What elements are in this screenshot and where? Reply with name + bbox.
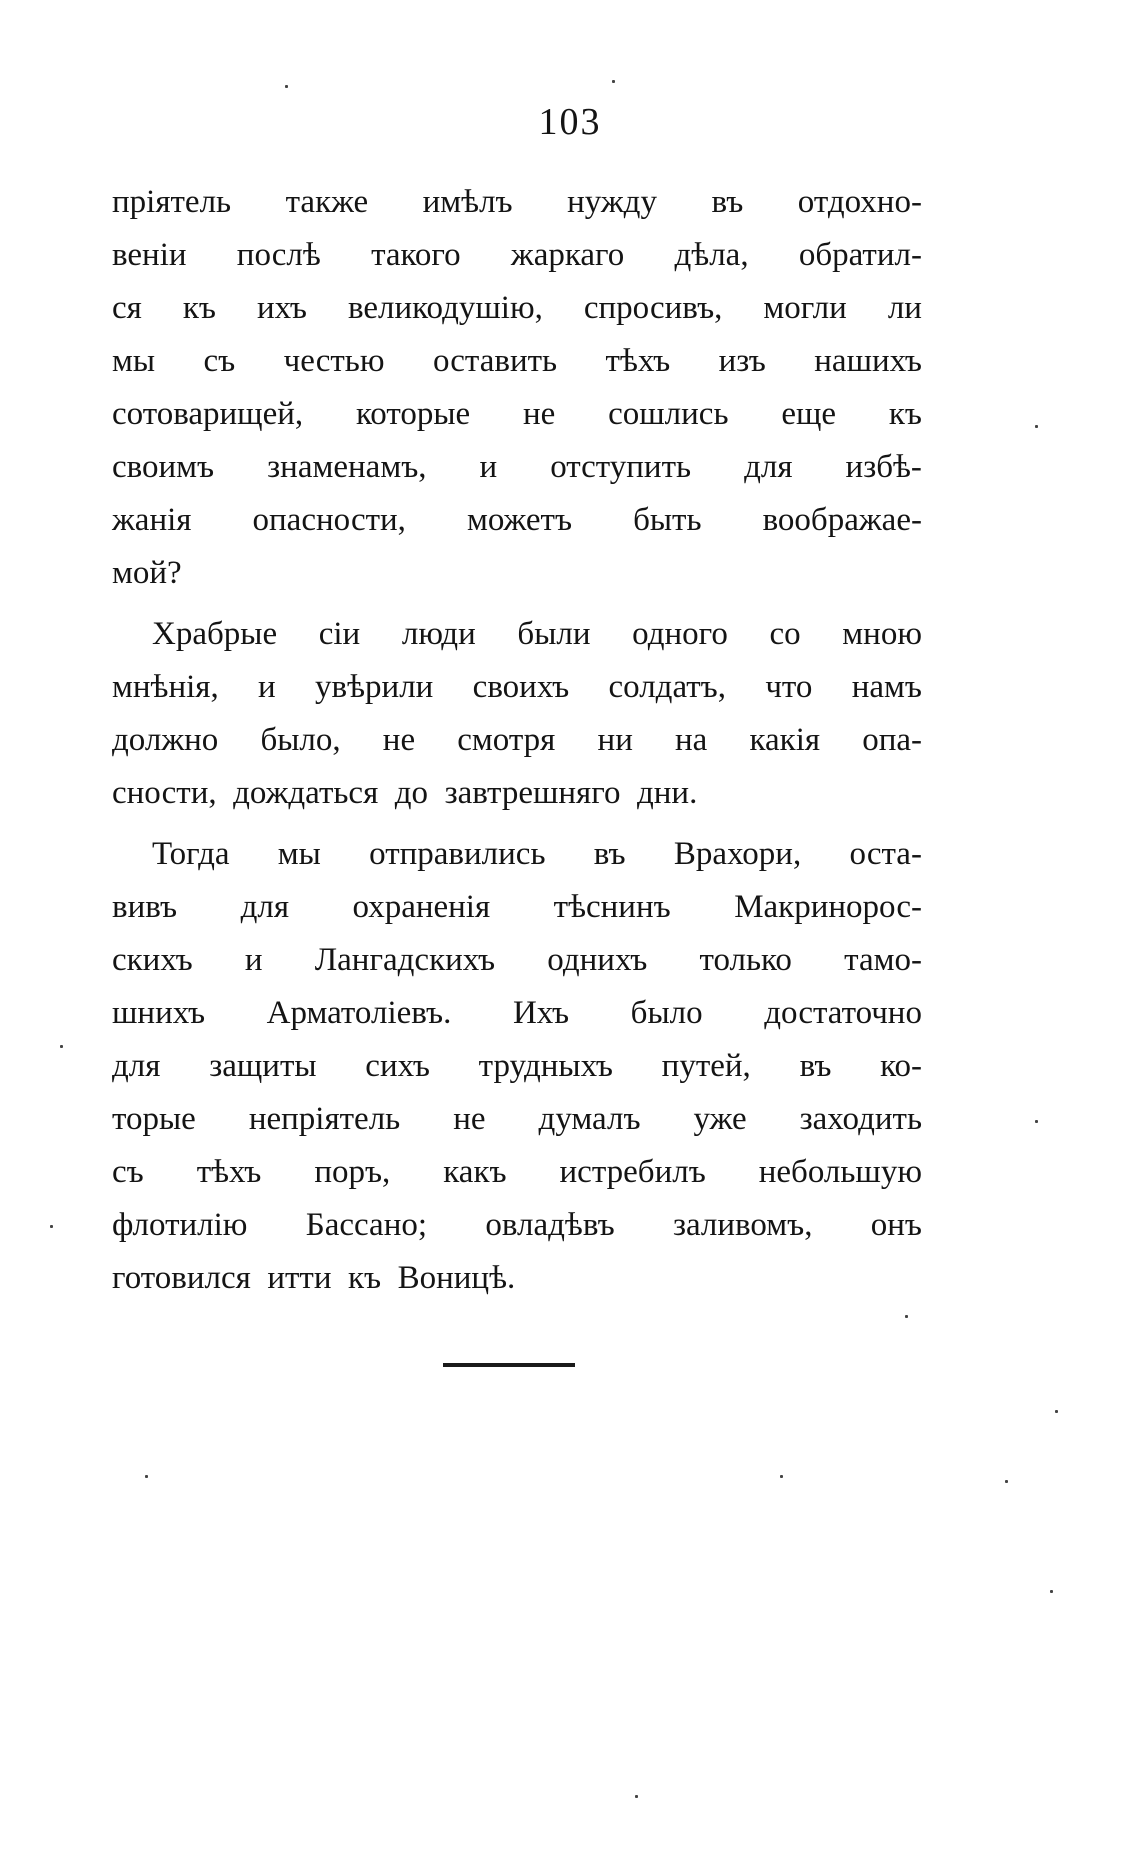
text-line: сности, дождаться до завтрешняго дни. <box>112 775 698 811</box>
text-line: готовился итти къ Воницѣ. <box>112 1260 516 1296</box>
scan-speck <box>612 80 615 83</box>
text-line: пріятель также имѣлъ нужду въ отдохно- <box>112 184 922 220</box>
text-line: мы съ честью оставить тѣхъ изъ нашихъ <box>112 343 922 379</box>
text-line: Тогда мы отправились въ Врахори, оста- <box>152 836 922 872</box>
scan-speck <box>1005 1480 1008 1483</box>
text-line: торые непріятель не думалъ уже заходить <box>112 1101 922 1137</box>
text-line: своимъ знаменамъ, и отступить для избѣ- <box>112 449 922 485</box>
scan-speck <box>145 1475 148 1478</box>
scan-speck <box>1055 1410 1058 1413</box>
scan-speck <box>1035 1120 1038 1123</box>
text-line: веніи послѣ такого жаркаго дѣла, обратил- <box>112 237 922 273</box>
text-line: Храбрые сіи люди были одного со мною <box>152 616 922 652</box>
scan-speck <box>285 85 288 88</box>
text-line: флотилію Бассано; овладѣвъ заливомъ, онъ <box>112 1207 922 1243</box>
text-line: ся къ ихъ великодушію, спросивъ, могли ли <box>112 290 922 326</box>
scan-speck <box>60 1045 63 1048</box>
text-line: сотоварищей, которые не сошлись еще къ <box>112 396 922 432</box>
text-line: мой? <box>112 555 182 591</box>
scan-speck <box>1035 425 1038 428</box>
scan-speck <box>780 1475 783 1478</box>
scan-speck <box>635 1795 638 1798</box>
section-divider <box>443 1363 575 1367</box>
text-line: для защиты сихъ трудныхъ путей, въ ко- <box>112 1048 922 1084</box>
text-line: вивъ для охраненія тѣснинъ Макринорос- <box>112 889 922 925</box>
scan-speck <box>50 1225 53 1228</box>
scan-speck <box>1050 1590 1053 1593</box>
text-line: жанія опасности, можетъ быть воображае- <box>112 502 922 538</box>
scan-speck <box>905 1315 908 1318</box>
text-line: съ тѣхъ поръ, какъ истребилъ небольшую <box>112 1154 922 1190</box>
page-number: 103 <box>538 101 602 143</box>
text-line: должно было, не смотря ни на какія опа- <box>112 722 922 758</box>
text-line: мнѣнія, и увѣрили своихъ солдатъ, что намъ <box>112 669 922 705</box>
text-line: шнихъ Арматоліевъ. Ихъ было достаточно <box>112 995 922 1031</box>
body-text <box>112 176 922 1305</box>
text-line: скихъ и Лангадскихъ однихъ только тамо- <box>112 942 922 978</box>
